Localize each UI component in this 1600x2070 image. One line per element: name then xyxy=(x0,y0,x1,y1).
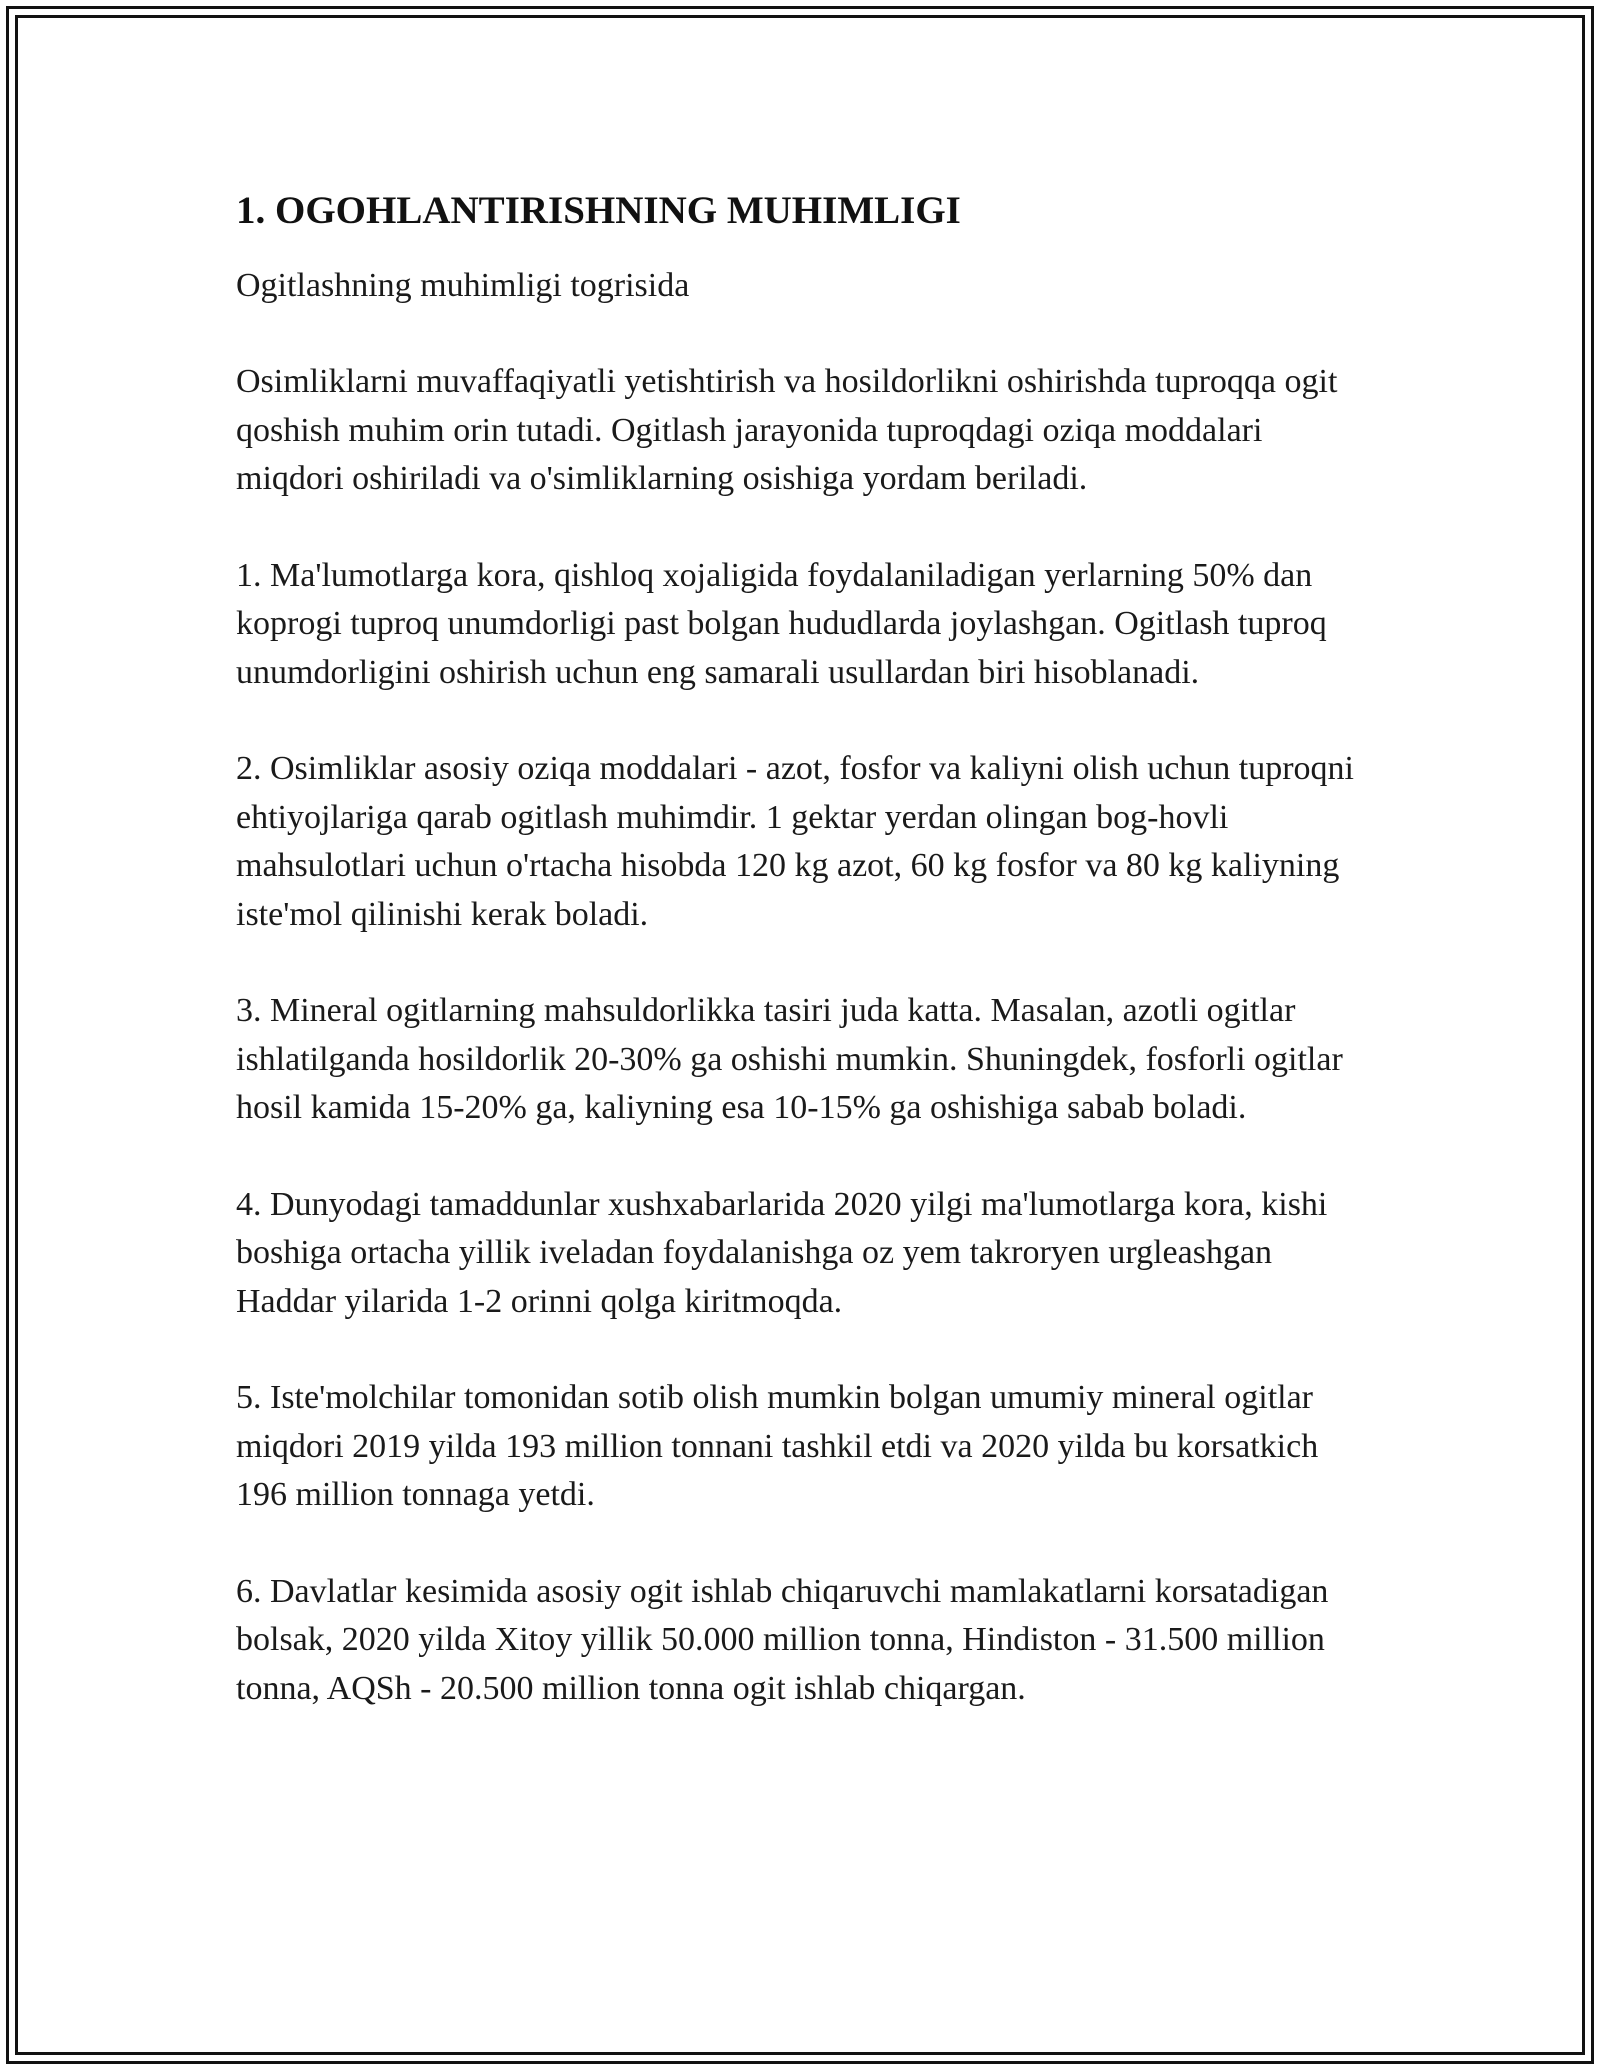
point-paragraph-2: 2. Osimliklar asosiy oziqa moddalari - azot, fosfor va kaliyni olish uchun tuproqni ehtiyojlariga qarab ogitlash muhimdir. 1 gektar yerdan olingan bog-hovli mahsulotlari uchun o'rtacha hisobda 120 kg azot, 60 kg fosfor va 80 kg kaliyning iste'mol qilinishi kerak boladi. xyxy=(236,750,1354,933)
point-paragraph-3: 3. Mineral ogitlarning mahsuldorlikka tasiri juda katta. Masalan, azotli ogitlar ishlatilganda hosildorlik 20-30% ga oshishi mumkin. Shuningdek, fosforli ogitlar hosil kamida 15-20% ga, kaliyning esa 10-15% ga oshishiga sabab boladi. xyxy=(236,992,1343,1126)
document-subtitle: Ogitlashning muhimligi togrisida xyxy=(236,267,690,304)
point-paragraph-5: 5. Iste'molchilar tomonidan sotib olish mumkin bolgan umumiy mineral ogitlar miqdori 2019 yilda 193 million tonnani tashkil etdi va 2020 yilda bu korsatkich 196 million tonnaga yetdi. xyxy=(236,1379,1319,1513)
point-paragraph-1: 1. Ma'lumotlarga kora, qishloq xojaligida foydalaniladigan yerlarning 50% dan koprogi tuproq unumdorligi past bolgan hududlarda joylashgan. Ogitlash tuproq unumdorligini oshirish uchun eng samarali usullardan biri hisoblanadi. xyxy=(236,556,1327,691)
point-paragraph-4: 4. Dunyodagi tamaddunlar xushxabarlarida 2020 yilgi ma'lumotlarga kora, kishi boshiga ortacha yillik iveladan foydalanishga oz yem takroryen urgleashgan Haddar yilarida 1-2 orinni qolga kiritmoqda. xyxy=(236,1185,1328,1320)
intro-paragraph: Osimliklarni muvaffaqiyatli yetishtirish va hosildorlikni oshirishda tuproqqa ogit qoshish muhim orin tutadi. Ogitlash jarayonida tuproqdagi oziqa moddalari miqdori oshiriladi va o'simliklarning osishiga yordam beriladi. xyxy=(236,363,1338,497)
document-body xyxy=(236,186,1376,1713)
point-paragraph-6: 6. Davlatlar kesimida asosiy ogit ishlab chiqaruvchi mamlakatlarni korsatadigan bolsak, 2020 yilda Xitoy yillik 50.000 million tonna, Hindiston - 31.500 million tonna, AQSh - 20.500 million tonna ogit ishlab chiqargan. xyxy=(236,1572,1329,1707)
document-title: 1. OGOHLANTIRISHNING MUHIMLIGI xyxy=(236,189,961,232)
